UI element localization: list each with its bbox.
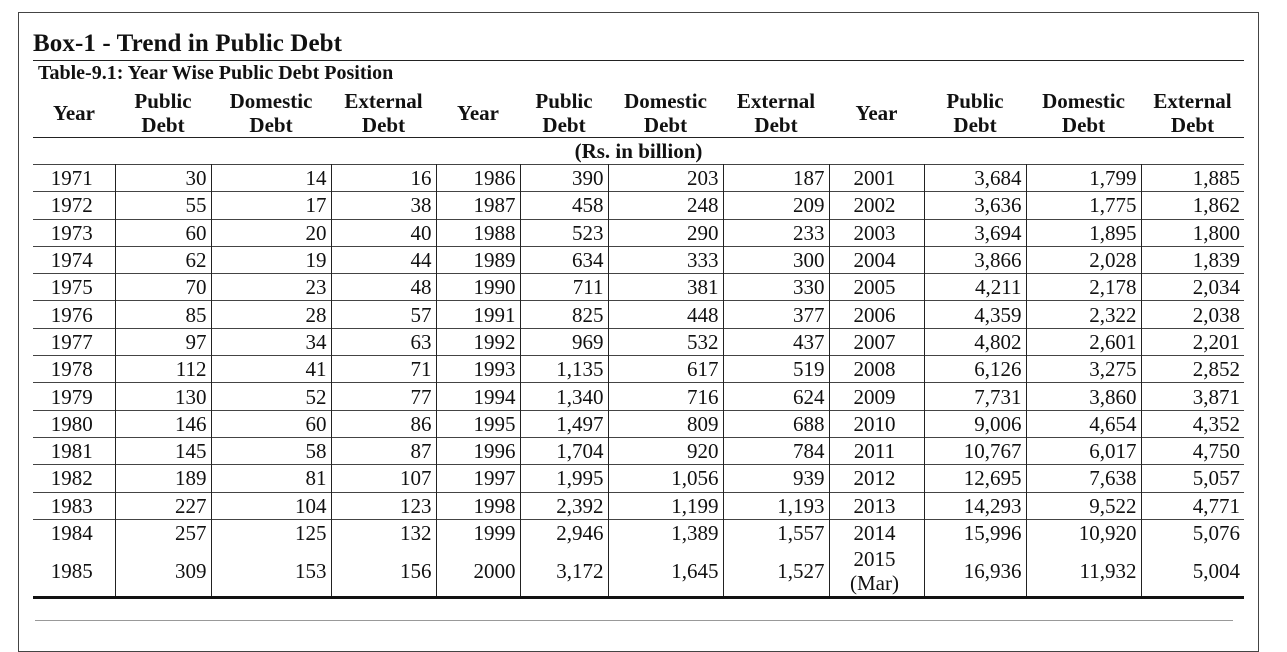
- table-row: [33, 546, 1244, 598]
- header-public-debt: Public Debt: [520, 88, 608, 138]
- table-cell: 60: [115, 219, 211, 246]
- table-cell: 1981: [33, 437, 115, 464]
- table-cell: 969: [520, 328, 608, 355]
- table-cell: 5,004: [1141, 546, 1244, 598]
- table-row: [33, 219, 1244, 246]
- header-domestic-debt: Domestic Debt: [1026, 88, 1141, 138]
- table-cell: 1,645: [608, 546, 723, 598]
- table-cell: 300: [723, 246, 829, 273]
- table-cell: 809: [608, 410, 723, 437]
- table-cell: 309: [115, 546, 211, 598]
- table-cell: 1,885: [1141, 165, 1244, 192]
- table-cell: 1999: [436, 519, 520, 546]
- table-cell: 624: [723, 383, 829, 410]
- table-cell: 14,293: [924, 492, 1026, 519]
- table-cell: 248: [608, 192, 723, 219]
- table-cell: 4,802: [924, 328, 1026, 355]
- header-external-debt: External Debt: [1141, 88, 1244, 138]
- table-cell: 1975: [33, 274, 115, 301]
- table-cell: 5,076: [1141, 519, 1244, 546]
- table-cell: 81: [211, 465, 331, 492]
- table-cell: 3,871: [1141, 383, 1244, 410]
- table-cell: 2004: [829, 246, 924, 273]
- table-cell: 4,771: [1141, 492, 1244, 519]
- table-cell: 2,601: [1026, 328, 1141, 355]
- header-year: Year: [829, 88, 924, 138]
- table-cell: 12,695: [924, 465, 1026, 492]
- table-cell: 920: [608, 437, 723, 464]
- table-cell: 1987: [436, 192, 520, 219]
- table-cell: 1,862: [1141, 192, 1244, 219]
- table-cell: 44: [331, 246, 436, 273]
- table-cell: 257: [115, 519, 211, 546]
- table-cell: 2013: [829, 492, 924, 519]
- table-cell: 825: [520, 301, 608, 328]
- table-cell: 145: [115, 437, 211, 464]
- table-cell: 62: [115, 246, 211, 273]
- table-cell: 14: [211, 165, 331, 192]
- title-rule: [33, 60, 1244, 61]
- table-cell: 1,895: [1026, 219, 1141, 246]
- box-title: Box-1 - Trend in Public Debt: [33, 30, 343, 57]
- table-cell: 104: [211, 492, 331, 519]
- table-cell: 2005: [829, 274, 924, 301]
- table-cell: 1,199: [608, 492, 723, 519]
- table-cell: 112: [115, 356, 211, 383]
- table-cell: 290: [608, 219, 723, 246]
- table-cell: 71: [331, 356, 436, 383]
- table-cell: 3,860: [1026, 383, 1141, 410]
- table-cell: 20: [211, 219, 331, 246]
- table-cell: 1998: [436, 492, 520, 519]
- table-cell: 9,006: [924, 410, 1026, 437]
- header-external-debt: External Debt: [723, 88, 829, 138]
- table-cell: 10,767: [924, 437, 1026, 464]
- table-cell: 2,852: [1141, 356, 1244, 383]
- table-cell: 1986: [436, 165, 520, 192]
- table-cell: 107: [331, 465, 436, 492]
- table-cell: 448: [608, 301, 723, 328]
- header-public-debt: Public Debt: [924, 88, 1026, 138]
- table-cell: 2011: [829, 437, 924, 464]
- table-cell: 2,028: [1026, 246, 1141, 273]
- table-cell: 34: [211, 328, 331, 355]
- table-cell: 1990: [436, 274, 520, 301]
- table-cell: 87: [331, 437, 436, 464]
- table-cell: 716: [608, 383, 723, 410]
- table-cell: 11,932: [1026, 546, 1141, 598]
- table-cell: 2007: [829, 328, 924, 355]
- table-cell: 2,201: [1141, 328, 1244, 355]
- table-cell: 2012: [829, 465, 924, 492]
- table-cell: 377: [723, 301, 829, 328]
- table-cell: 2,034: [1141, 274, 1244, 301]
- table-row: [33, 301, 1244, 328]
- table-cell: 1992: [436, 328, 520, 355]
- table-cell: 1,704: [520, 437, 608, 464]
- table-cell: 156: [331, 546, 436, 598]
- table-row: [33, 383, 1244, 410]
- table-cell: 41: [211, 356, 331, 383]
- table-cell: 4,750: [1141, 437, 1244, 464]
- table-cell: 1,557: [723, 519, 829, 546]
- table-cell: 2,392: [520, 492, 608, 519]
- table-cell: 52: [211, 383, 331, 410]
- unit-label: (Rs. in billion): [33, 138, 1244, 165]
- table-row: [33, 437, 1244, 464]
- table-cell: 132: [331, 519, 436, 546]
- table-cell: 532: [608, 328, 723, 355]
- table-cell: 4,211: [924, 274, 1026, 301]
- table-cell: 85: [115, 301, 211, 328]
- table-row: [33, 328, 1244, 355]
- table-row: [33, 165, 1244, 192]
- table-cell: 1994: [436, 383, 520, 410]
- table-cell: 784: [723, 437, 829, 464]
- table-cell: 688: [723, 410, 829, 437]
- table-cell: 523: [520, 219, 608, 246]
- table-cell: 1,135: [520, 356, 608, 383]
- table-cell: 146: [115, 410, 211, 437]
- table-cell: 1,193: [723, 492, 829, 519]
- table-cell: 1972: [33, 192, 115, 219]
- table-cell: 333: [608, 246, 723, 273]
- table-cell: 2000: [436, 546, 520, 598]
- table-cell: 634: [520, 246, 608, 273]
- table-cell: 1976: [33, 301, 115, 328]
- table-cell: 55: [115, 192, 211, 219]
- table-cell: 1973: [33, 219, 115, 246]
- table-cell: 2,946: [520, 519, 608, 546]
- table-cell: 203: [608, 165, 723, 192]
- header-public-debt: Public Debt: [115, 88, 211, 138]
- table-cell: 86: [331, 410, 436, 437]
- header-domestic-debt: Domestic Debt: [608, 88, 723, 138]
- table-cell: 1,389: [608, 519, 723, 546]
- table-cell: 58: [211, 437, 331, 464]
- table-cell: 1991: [436, 301, 520, 328]
- table-cell: 2010: [829, 410, 924, 437]
- table-cell: 189: [115, 465, 211, 492]
- table-cell: 3,866: [924, 246, 1026, 273]
- table-cell: 40: [331, 219, 436, 246]
- table-cell: 4,352: [1141, 410, 1244, 437]
- table-cell: 1995: [436, 410, 520, 437]
- table-cell: 77: [331, 383, 436, 410]
- table-cell: 2001: [829, 165, 924, 192]
- table-cell: 458: [520, 192, 608, 219]
- header-domestic-debt: Domestic Debt: [211, 88, 331, 138]
- table-cell: 23: [211, 274, 331, 301]
- table-row: [33, 192, 1244, 219]
- table-cell: 1,800: [1141, 219, 1244, 246]
- table-row: [33, 246, 1244, 273]
- table-cell: 1985: [33, 546, 115, 598]
- table-cell: 1,839: [1141, 246, 1244, 273]
- table-cell: 3,636: [924, 192, 1026, 219]
- table-cell: 1,775: [1026, 192, 1141, 219]
- table-row: [33, 274, 1244, 301]
- table-cell: 1979: [33, 383, 115, 410]
- table-cell: 2,038: [1141, 301, 1244, 328]
- table-cell: 437: [723, 328, 829, 355]
- table-cell: 153: [211, 546, 331, 598]
- table-cell: 97: [115, 328, 211, 355]
- table-cell: 1,799: [1026, 165, 1141, 192]
- table-cell: 1978: [33, 356, 115, 383]
- table-cell: 19: [211, 246, 331, 273]
- table-cell: 28: [211, 301, 331, 328]
- table-cell: 4,359: [924, 301, 1026, 328]
- header-year: Year: [33, 88, 115, 138]
- table-cell: 2008: [829, 356, 924, 383]
- table-row: [33, 465, 1244, 492]
- table-cell: 2,178: [1026, 274, 1141, 301]
- table-cell: 939: [723, 465, 829, 492]
- public-debt-table: [33, 88, 1244, 599]
- table-cell: 2009: [829, 383, 924, 410]
- table-cell: 6,017: [1026, 437, 1141, 464]
- table-cell: 3,694: [924, 219, 1026, 246]
- table-cell: 209: [723, 192, 829, 219]
- table-cell: 2002: [829, 192, 924, 219]
- table-cell: 1996: [436, 437, 520, 464]
- table-cell: 7,731: [924, 383, 1026, 410]
- table-cell: 1980: [33, 410, 115, 437]
- table-cell: 227: [115, 492, 211, 519]
- table-cell: 2015 (Mar): [829, 546, 924, 598]
- table-cell: 7,638: [1026, 465, 1141, 492]
- table-cell: 330: [723, 274, 829, 301]
- table-cell: 1982: [33, 465, 115, 492]
- header-year: Year: [436, 88, 520, 138]
- table-cell: 30: [115, 165, 211, 192]
- table-cell: 1,527: [723, 546, 829, 598]
- unit-row: [33, 138, 1244, 165]
- table-cell: 70: [115, 274, 211, 301]
- table-cell: 6,126: [924, 356, 1026, 383]
- table-cell: 3,684: [924, 165, 1026, 192]
- table-cell: 10,920: [1026, 519, 1141, 546]
- table-cell: 2006: [829, 301, 924, 328]
- table-cell: 1974: [33, 246, 115, 273]
- table-cell: 4,654: [1026, 410, 1141, 437]
- table-cell: 1,340: [520, 383, 608, 410]
- table-row: [33, 356, 1244, 383]
- table-cell: 381: [608, 274, 723, 301]
- table-cell: 17: [211, 192, 331, 219]
- table-cell: 711: [520, 274, 608, 301]
- table-cell: 1988: [436, 219, 520, 246]
- table-cell: 519: [723, 356, 829, 383]
- table-cell: 60: [211, 410, 331, 437]
- table-cell: 617: [608, 356, 723, 383]
- table-cell: 233: [723, 219, 829, 246]
- table-cell: 1983: [33, 492, 115, 519]
- header-external-debt: External Debt: [331, 88, 436, 138]
- table-cell: 16: [331, 165, 436, 192]
- table-cell: 125: [211, 519, 331, 546]
- table-cell: 16,936: [924, 546, 1026, 598]
- table-row: [33, 492, 1244, 519]
- table-cell: 2003: [829, 219, 924, 246]
- table-cell: 1,497: [520, 410, 608, 437]
- table-row: [33, 519, 1244, 546]
- table-cell: 1977: [33, 328, 115, 355]
- table-cell: 63: [331, 328, 436, 355]
- table-cell: 1,056: [608, 465, 723, 492]
- table-cell: 123: [331, 492, 436, 519]
- table-cell: 3,172: [520, 546, 608, 598]
- header-row: [33, 88, 1244, 138]
- table-cell: 1984: [33, 519, 115, 546]
- table-cell: 1971: [33, 165, 115, 192]
- table-cell: 38: [331, 192, 436, 219]
- table-cell: 5,057: [1141, 465, 1244, 492]
- table-cell: 187: [723, 165, 829, 192]
- table-cell: 130: [115, 383, 211, 410]
- table-cell: 1989: [436, 246, 520, 273]
- table-cell: 9,522: [1026, 492, 1141, 519]
- table-cell: 15,996: [924, 519, 1026, 546]
- table-row: [33, 410, 1244, 437]
- table-cell: 1,995: [520, 465, 608, 492]
- table-cell: 390: [520, 165, 608, 192]
- table-cell: 1997: [436, 465, 520, 492]
- table-cell: 2,322: [1026, 301, 1141, 328]
- table-cell: 3,275: [1026, 356, 1141, 383]
- bottom-rule: [35, 620, 1233, 621]
- table-cell: 2014: [829, 519, 924, 546]
- table-cell: 48: [331, 274, 436, 301]
- table-cell: 57: [331, 301, 436, 328]
- table-title: Table-9.1: Year Wise Public Debt Position: [38, 62, 394, 84]
- table-cell: 1993: [436, 356, 520, 383]
